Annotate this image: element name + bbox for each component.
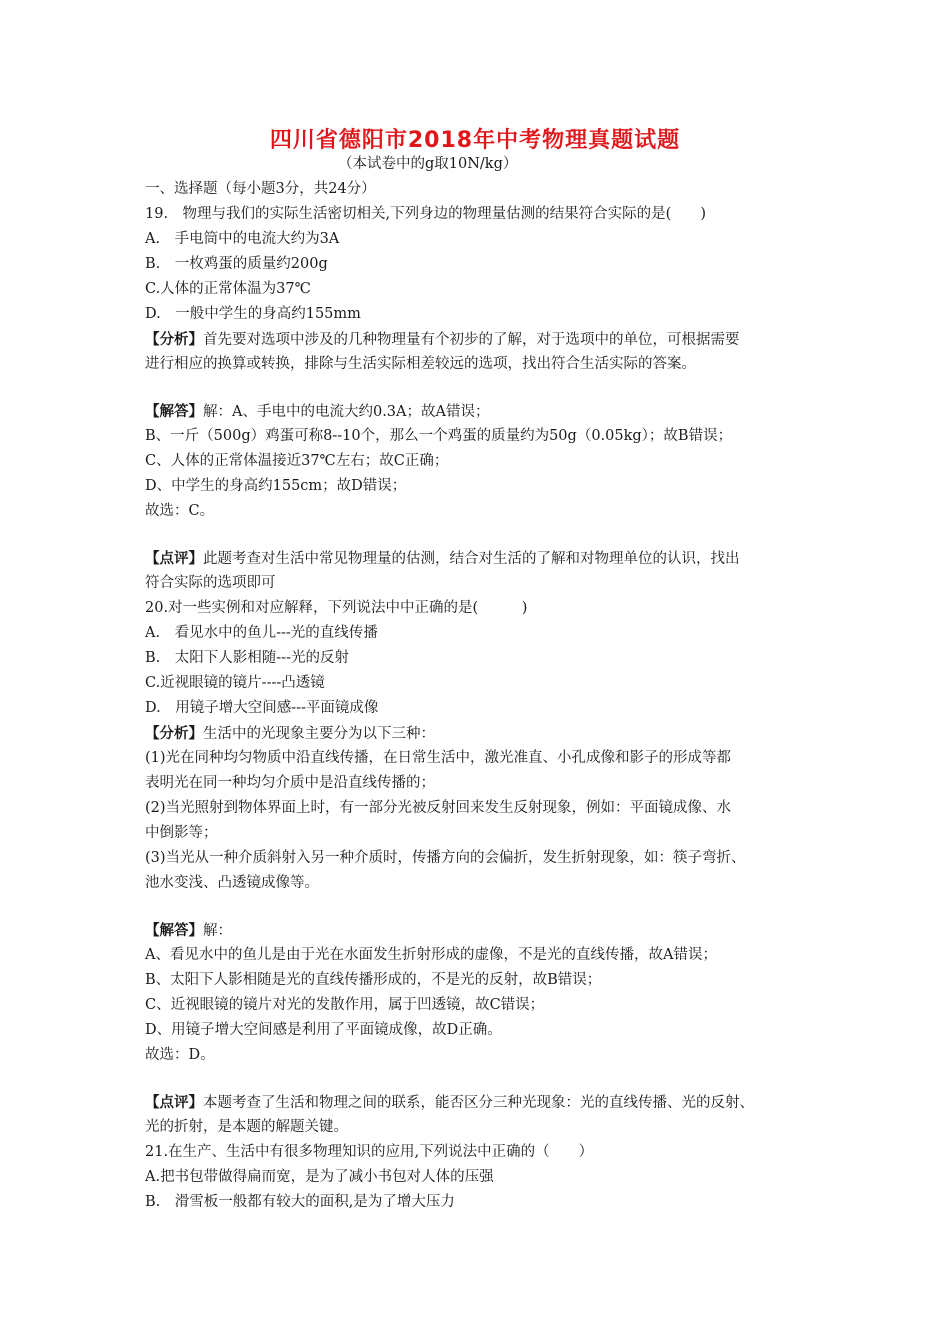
question-20-stem: 20.对一些实例和对应解释，下列说法中中正确的是( )	[145, 600, 528, 616]
question-20-option-c: C.近视眼镜的镜片----凸透镜	[145, 675, 325, 691]
question-21-option-a: A.把书包带做得扁而宽，是为了减小书包对人体的压强	[145, 1169, 494, 1185]
question-20-analysis	[145, 721, 825, 746]
question-20-analysis-5: (3)当光从一种介质斜射入另一种介质时，传播方向的会偏折，发生折射现象，如：筷子弯折、	[145, 850, 746, 866]
document-body	[145, 177, 825, 1215]
comment-text: 本题考查了生活和物理之间的联系，能否区分三种光现象：光的直线传播、光的反射、	[203, 1095, 754, 1111]
question-20-option-d: D. 用镜子增大空间感---平面镜成像	[145, 700, 379, 716]
question-19-stem: 19. 物理与我们的实际生活密切相关,下列身边的物理量估测的结果符合实际的是( )	[145, 206, 706, 222]
question-20-answer-d: D、用镜子增大空间感是利用了平面镜成像，故D正确。	[145, 1022, 502, 1038]
question-19-analysis	[145, 327, 825, 352]
question-19-option-a: A. 手电筒中的电流大约为3A	[145, 231, 340, 247]
page-subtitle: （本试卷中的g取10N/kg）	[338, 156, 518, 172]
question-19-option-c: C.人体的正常体温为37℃	[145, 281, 311, 297]
comment-text: 此题考查对生活中常见物理量的估测，结合对生活的了解和对物理单位的认识，找出	[203, 551, 740, 567]
question-19-answer-b: B、一斤（500g）鸡蛋可称8--10个，那么一个鸡蛋的质量约为50g（0.05kg）；故B错误；	[145, 428, 733, 444]
question-20-answer-a: A、看见水中的鱼儿是由于光在水面发生折射形成的虚像，不是光的直线传播，故A错误；	[145, 947, 717, 963]
answer-text: 解：	[203, 923, 232, 939]
analysis-text: 首先要对选项中涉及的几种物理量有个初步的了解，对于选项中的单位，可根据需要	[203, 332, 740, 348]
comment-tag: 【点评】	[145, 550, 203, 567]
question-20-analysis-2: 表明光在同一种均匀介质中是沿直线传播的；	[145, 775, 435, 791]
question-20-answer-b: B、太阳下人影相随是光的直线传播形成的，不是光的反射，故B错误；	[145, 972, 602, 988]
question-20-analysis-3: (2)当光照射到物体界面上时，有一部分光被反射回来发生反射现象，例如：平面镜成像、水	[145, 800, 732, 816]
answer-text: 解：A、手电中的电流大约0.3A；故A错误；	[203, 404, 490, 420]
question-20-comment-cont: 光的折射，是本题的解题关键。	[145, 1119, 348, 1135]
question-20-analysis-4: 中倒影等；	[145, 825, 218, 841]
answer-tag: 【解答】	[145, 922, 203, 939]
question-19-answer	[145, 399, 825, 424]
question-19-comment	[145, 546, 825, 571]
question-20-option-a: A. 看见水中的鱼儿---光的直线传播	[145, 625, 378, 641]
section-heading: 一、选择题（每小题3分，共24分）	[145, 181, 376, 197]
comment-tag: 【点评】	[145, 1094, 203, 1111]
question-20-option-b: B. 太阳下人影相随---光的反射	[145, 650, 349, 666]
question-19-comment-cont: 符合实际的选项即可	[145, 575, 276, 591]
question-20-answer-c: C、近视眼镜的镜片对光的发散作用，属于凹透镜，故C错误；	[145, 997, 545, 1013]
question-19-answer-d: D、中学生的身高约155cm；故D错误；	[145, 478, 407, 494]
question-20-answer	[145, 918, 825, 943]
question-19-analysis-cont: 进行相应的换算或转换，排除与生活实际相差较远的选项，找出符合生活实际的答案。	[145, 356, 696, 372]
question-20-comment	[145, 1090, 825, 1115]
question-19-option-b: B. 一枚鸡蛋的质量约200g	[145, 256, 328, 272]
answer-tag: 【解答】	[145, 403, 203, 420]
question-21-stem: 21.在生产、生活中有很多物理知识的应用,下列说法中正确的（ ）	[145, 1144, 594, 1160]
analysis-text: 生活中的光现象主要分为以下三种：	[203, 726, 435, 742]
question-19-option-d: D. 一般中学生的身高约155mm	[145, 306, 361, 322]
question-20-choice: 故选：D。	[145, 1047, 215, 1063]
analysis-tag: 【分析】	[145, 725, 203, 742]
question-19-answer-c: C、人体的正常体温接近37℃左右；故C正确；	[145, 453, 449, 469]
question-19-choice: 故选：C。	[145, 503, 215, 519]
question-20-analysis-6: 池水变浅、凸透镜成像等。	[145, 875, 319, 891]
question-20-analysis-1: (1)光在同种均匀物质中沿直线传播，在日常生活中，激光准直、小孔成像和影子的形成等都	[145, 750, 732, 766]
page-title: 四川省德阳市2018年中考物理真题试题	[269, 128, 681, 153]
question-21-option-b: B. 滑雪板一般都有较大的面积,是为了增大压力	[145, 1194, 455, 1210]
analysis-tag: 【分析】	[145, 331, 203, 348]
